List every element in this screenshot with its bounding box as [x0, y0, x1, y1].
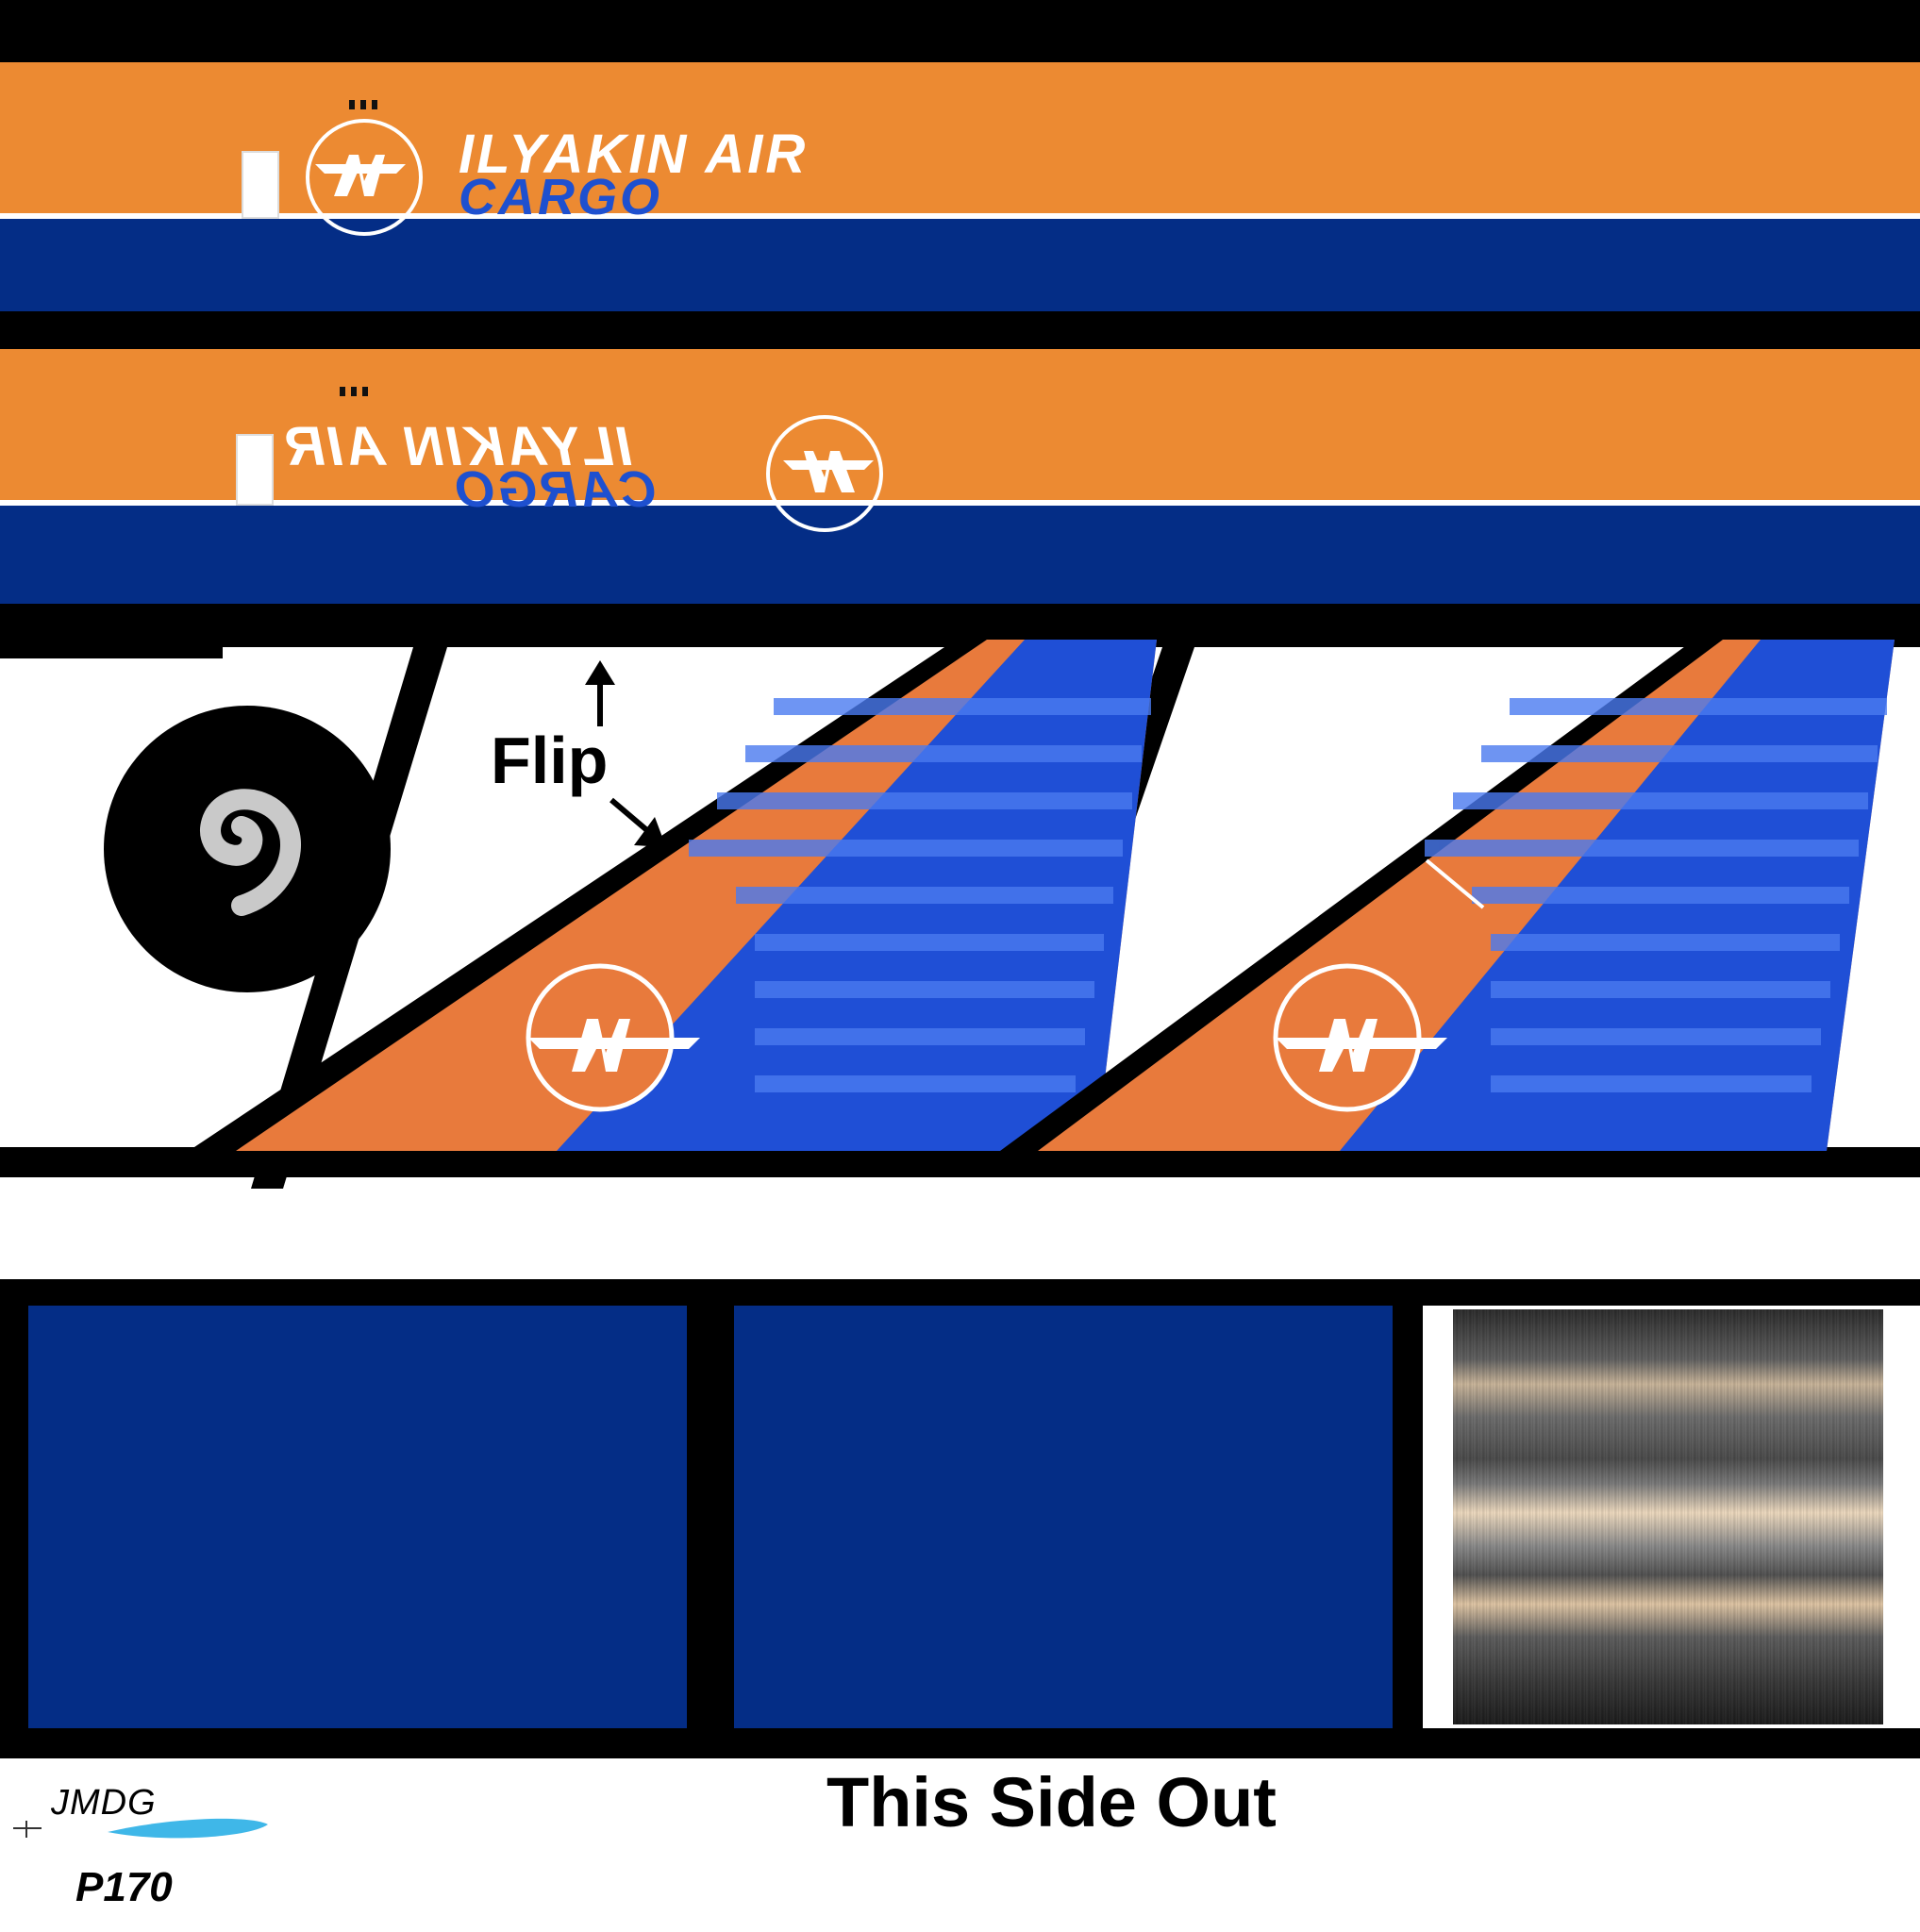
designer-logo	[13, 1783, 277, 1849]
airline-logo-icon	[766, 415, 883, 532]
airline-logo-icon	[306, 119, 423, 236]
airline-title: ILYAKIN AIR	[459, 124, 809, 185]
window-dots-2	[340, 387, 374, 396]
airline-title-mirrored: ILYAKIN AIR	[283, 416, 633, 477]
brushed-metal-panel	[1453, 1309, 1883, 1724]
flip-label: Flip	[491, 724, 609, 797]
fuselage-blue-stripe-2	[0, 506, 1920, 604]
arrow-up-icon	[585, 660, 615, 726]
fuselage-blue-stripe-1	[0, 219, 1920, 311]
model-code: P170	[75, 1864, 173, 1910]
cargo-door-1	[242, 151, 279, 219]
navy-panel-2	[734, 1306, 1393, 1728]
top-black-bar	[0, 0, 1920, 62]
navy-panel-1	[28, 1306, 687, 1728]
airline-subtitle: CARGO	[459, 169, 662, 225]
cargo-door-2	[236, 434, 274, 506]
designer-logo-text: JMDG	[51, 1783, 157, 1823]
tail-frame-top-left	[0, 647, 223, 658]
arrow-down-right-icon	[611, 800, 666, 847]
fuselage-orange-stripe-1	[0, 62, 1920, 213]
tail-frame-bottom	[0, 1147, 1920, 1177]
window-dots-1	[349, 100, 383, 109]
tail-section	[0, 623, 1920, 1283]
airline-subtitle-mirrored: CARGO	[453, 461, 657, 518]
separator-bar-1	[0, 311, 1920, 349]
side-out-label: This Side Out	[826, 1763, 1277, 1841]
